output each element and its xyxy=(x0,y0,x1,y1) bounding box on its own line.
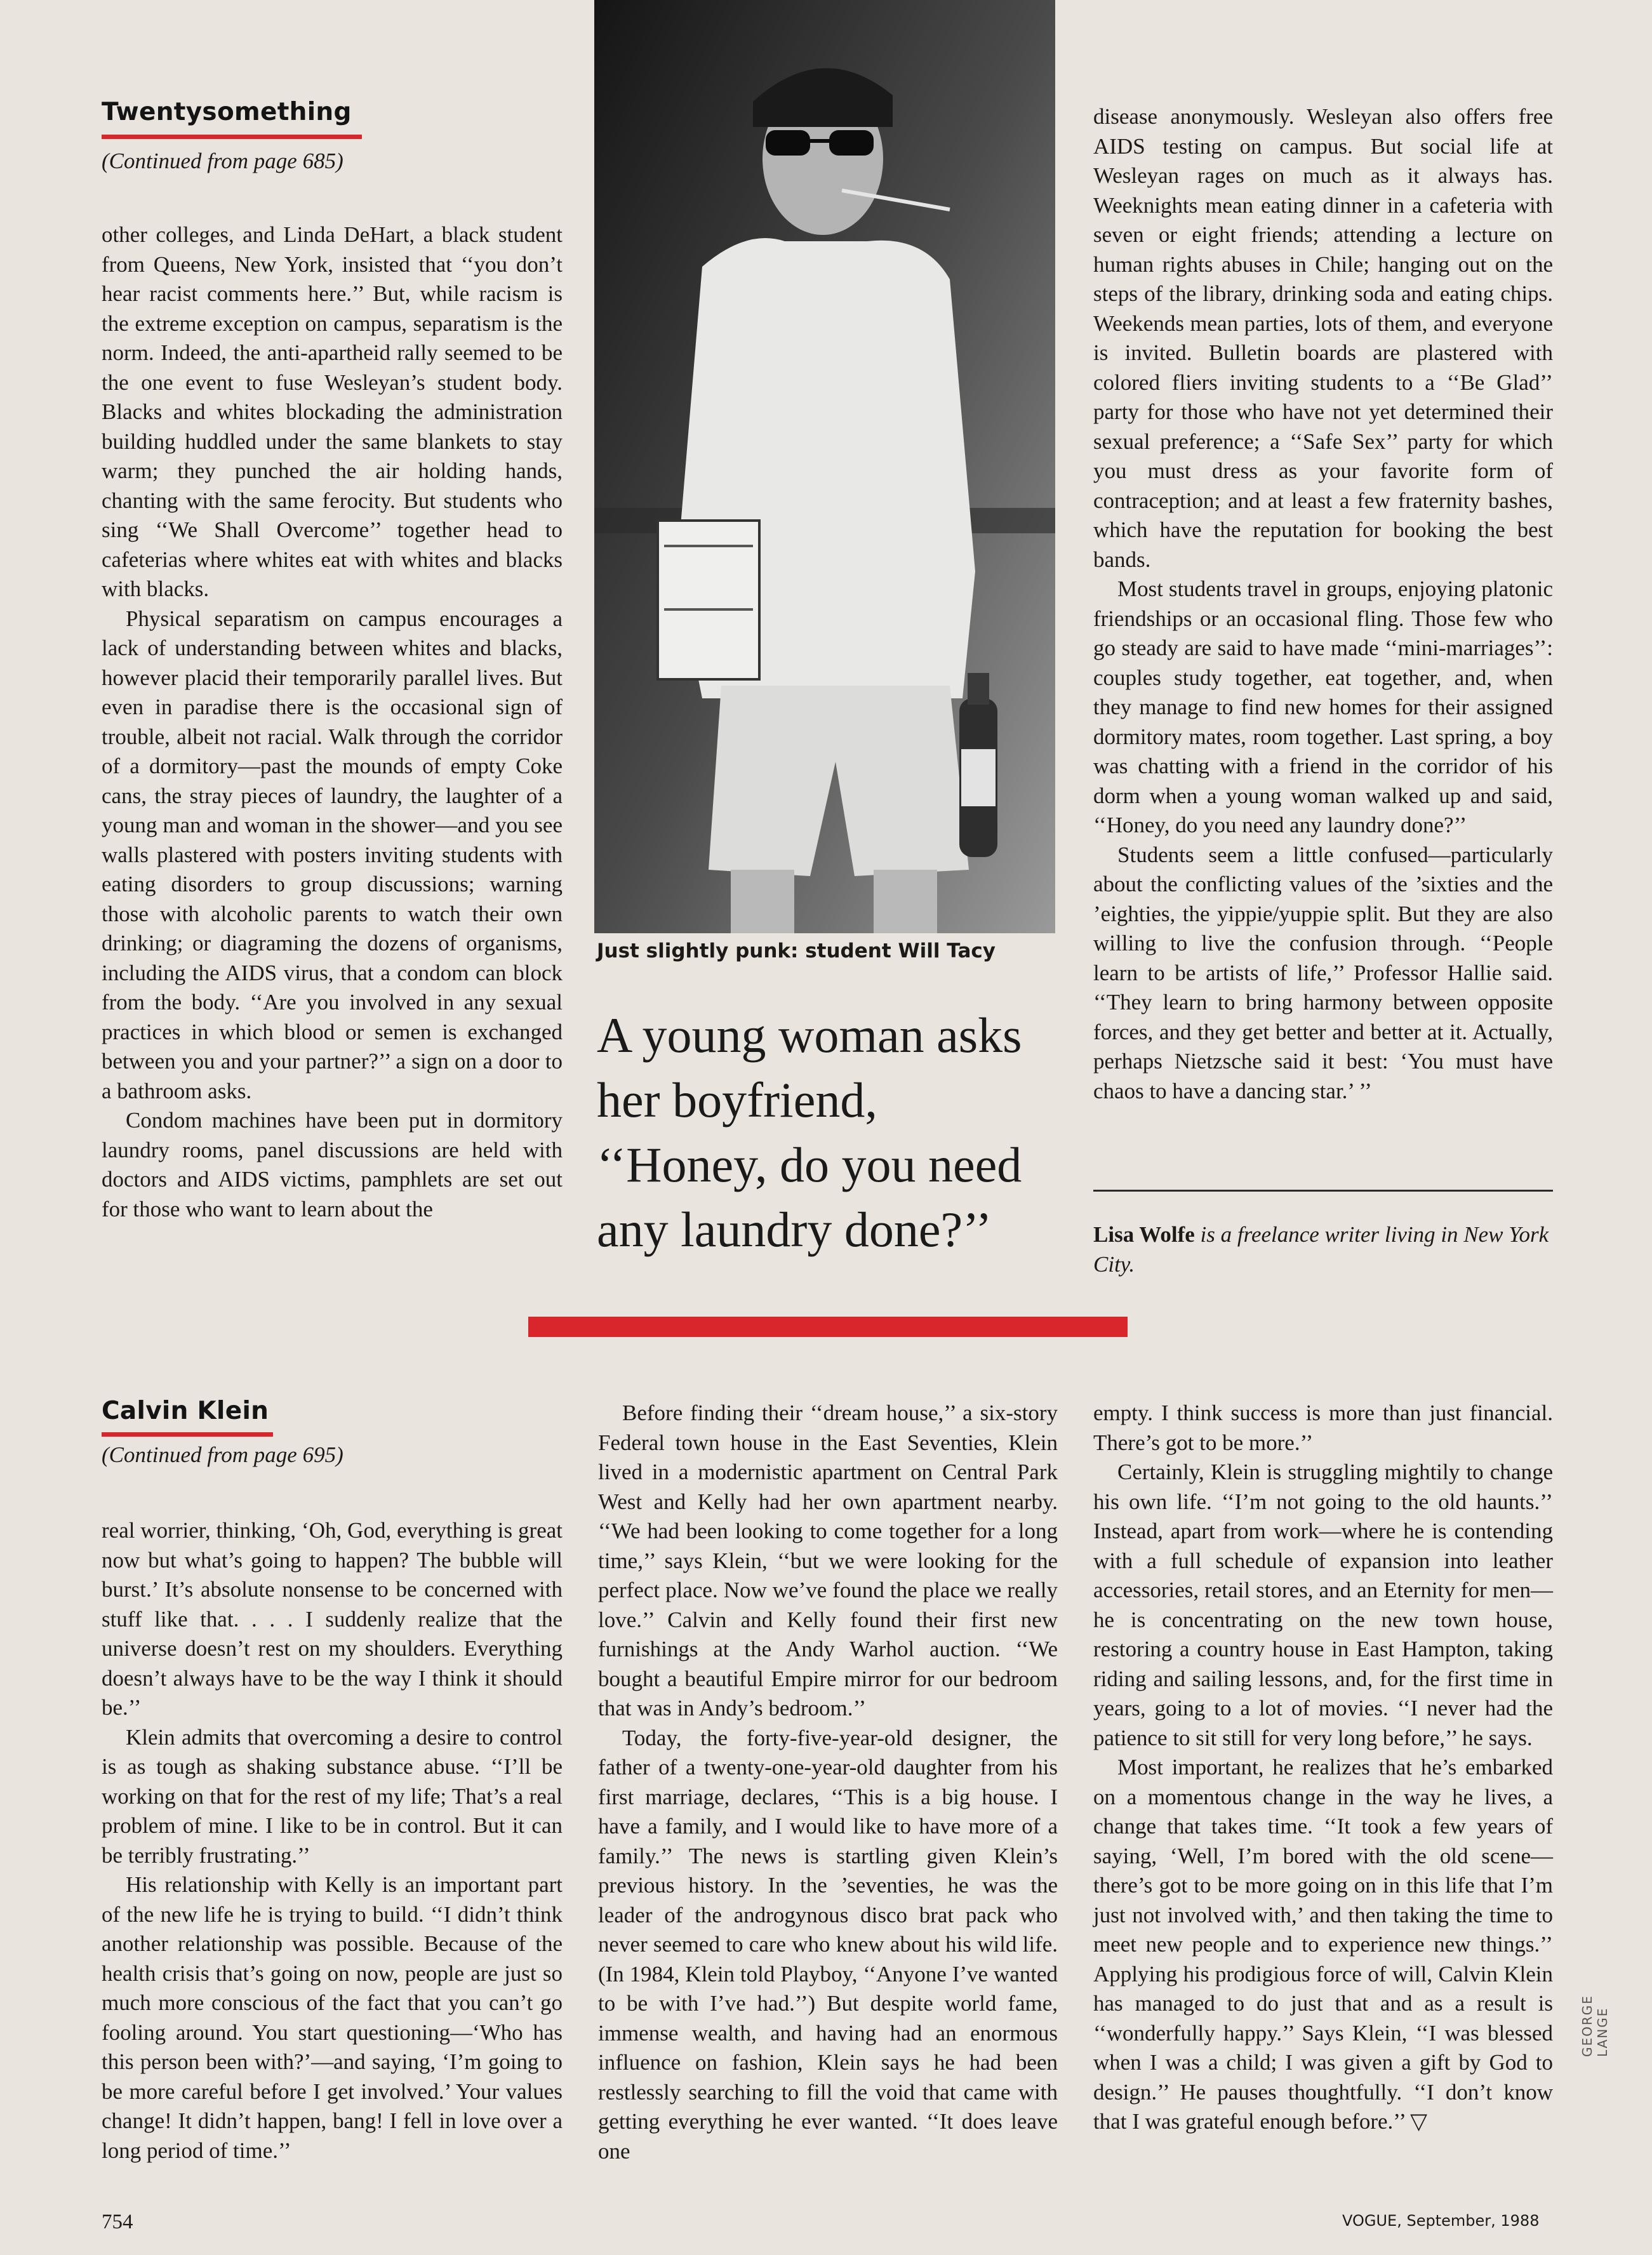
heading-rule xyxy=(102,135,362,139)
paragraph: His relationship with Kelly is an important part of the new life he is trying to build. ‘‘I didn’t think another relationship was possible. Because of the health crisis that’s going on now, people are just so much more conscious of the fact that you can’t go fooling around. You start questioning—‘Who has this person been with?’—and saying, ‘I’m going to be more careful before I get involved.’ Your values change! It didn’t happen, bang! I fell in love over a long period of time.’’ xyxy=(102,1872,563,2163)
paragraph: real worrier, thinking, ‘Oh, God, everything is great now but what’s going to happen? The bubble will burst.’ It’s absolute nonsense to be concerned with stuff like that. . . . I suddenly realize that the universe doesn’t rest on my shoulders. Everything doesn’t always have to be the way I think it should be.’’ xyxy=(102,1518,563,1720)
paragraph: Students seem a little confused—particularly about the conflicting values of the ’sixties and the ’eighties, the yippie/yuppie split. But they are also willing to live the confusion through. ‘‘People learn to be artists of life,’’ Professor Hallie said. ‘‘They learn to bring harmony between opposite forces, and they get better and better at it. Actually, perhaps Nietzsche said it best: ‘You must have chaos to have a dancing star.’ ’’ xyxy=(1093,842,1553,1103)
author-bio-text: is a freelance writer living in New York City. xyxy=(1093,1222,1549,1277)
signature-rule xyxy=(1093,1190,1553,1192)
pull-quote: A young woman asks her boyfriend, ‘‘Honey, do you need any laundry done?’’ xyxy=(597,1008,1022,1257)
photo-caption: Just slightly punk: student Will Tacy xyxy=(597,940,996,962)
article-heading: Calvin Klein xyxy=(102,1397,269,1425)
article2-column-2 xyxy=(598,1399,1058,2166)
article1-column-3 xyxy=(1093,102,1553,1106)
continued-note: (Continued from page 695) xyxy=(102,1442,343,1467)
section-divider xyxy=(528,1317,1128,1337)
article1-column-1 xyxy=(102,220,563,1224)
paragraph: Klein admits that overcoming a desire to control is as tough as shaking substance abuse. ‘‘I’ll be working on that for the rest of my life; That’s a real problem of mine. I like to be in control. But it can be terribly frustrating.’’ xyxy=(102,1724,563,1868)
heading-rule xyxy=(102,1432,273,1437)
paragraph: Today, the forty-five-year-old designer, the father of a twenty-one-year-old daughter from his first marriage, declares, ‘‘This is a big house. I have a family, and I would like to have more of a family.’’ The news is startling given Klein’s previous history. In the ’seventies, he was the leader of the androgynous disco brat pack who never seemed to care who knew about his wild life. (In 1984, Klein told Playboy, ‘‘Anyone I’ve wanted to be with I’ve had.’’) But despite world fame, immense wealth, and having had an enormous influence on fashion, Klein says he had been restlessly searching to fill the void that came with getting everything he ever wanted. ‘‘It does leave one xyxy=(598,1725,1058,2164)
continued-note: (Continued from page 685) xyxy=(102,149,343,173)
issue-line: VOGUE, September, 1988 xyxy=(1342,2212,1540,2230)
paragraph: disease anonymously. Wesleyan also offers free AIDS testing on campus. But social life at Wesleyan rages on much as it always has. Weeknights mean eating dinner in a cafeteria with seven or eight friends; attending a lecture on human rights abuses in Chile; hanging out on the steps of the library, drinking soda and eating chips. Weekends mean parties, lots of them, and everyone is invited. Bulletin boards are plastered with colored fliers inviting students to a ‘‘Be Glad’’ party for those who have not yet determined their sexual preference; a ‘‘Safe Sex’’ party for which you must dress as your favorite form of contraception; and at least a few fraternity bashes, which have the reputation for booking the best bands. xyxy=(1093,104,1553,572)
paragraph: Certainly, Klein is struggling mightily to change his own life. ‘‘I’m not going to the old haunts.’’ Instead, apart from work—where he is contending with a full schedule of expansion into leather accessories, retail stores, and an Eternity for men—he is concentrating on the new town house, restoring a country house in East Hampton, taking riding and sailing lessons, and, for the first time in years, going to a lot of movies. ‘‘I never had the patience to sit still for very long before,’’ he says. xyxy=(1093,1460,1553,1750)
article-heading: Twentysomething xyxy=(102,98,352,126)
author-bio xyxy=(1093,1220,1553,1279)
paragraph: Condom machines have been put in dormitory laundry rooms, panel discussions are held with doctors and AIDS victims, pamphlets are set out for those who want to learn about the xyxy=(102,1108,563,1221)
paragraph: empty. I think success is more than just financial. There’s got to be more.’’ xyxy=(1093,1400,1553,1455)
paragraph: Before finding their ‘‘dream house,’’ a six-story Federal town house in the East Seventies, Klein lived in a modernistic apartment on Central Park West and Kelly had her own apartment nearby. ‘‘We had been looking to come together for a long time,’’ says Klein, ‘‘but we were looking for the perfect place. Now we’ve found the place we really love.’’ Calvin and Kelly found their first new furnishings at the Andy Warhol auction. ‘‘We bought a beautiful Empire mirror for our bedroom that was in Andy’s bedroom.’’ xyxy=(598,1400,1058,1720)
student-photo xyxy=(594,0,1055,933)
photo-credit: GEORGE LANGE xyxy=(1580,1995,1610,2057)
paragraph: other colleges, and Linda DeHart, a black student from Queens, New York, insisted that ‘‘you don’t hear racist comments here.’’ But, while racism is the extreme exception on campus, separatism is the norm. Indeed, the anti-apartheid rally seemed to be the one event to fuse Wesleyan’s student body. Blacks and whites blockading the administration building huddled under the same blankets to stay warm; they punched the air holding hands, chanting with the same ferocity. But students who sing ‘‘We Shall Overcome’’ together head to cafeterias where whites eat with whites and blacks with blacks. xyxy=(102,222,563,601)
paragraph: Most important, he realizes that he’s embarked on a momentous change in the way he lives, a change that takes time. ‘‘It took a few years of saying, ‘Well, I’m bored with the old scene—there’s got to be more going on in this life that I’m just not involved with,’ and then taking the time to meet new people and to experience new things.’’ Applying his prodigious force of will, Calvin Klein has managed to do just that and as a result is ‘‘wonderfully happy.’’ Says Klein, ‘‘I was blessed when I was a child; I was given a gift by God to design.’’ He pauses thoughtfully. ‘‘I don’t know that I was grateful enough before.’’ ▽ xyxy=(1093,1755,1553,2134)
paragraph: Most students travel in groups, enjoying platonic friendships or an occasional fling. Those few who go steady are said to have made ‘‘mini-marriages’’: couples study together, eat together, and, when they manage to find new homes for their assigned dormitory mates, room together. Last spring, a boy was chatting with a friend in the corridor of his dorm when a young woman walked up and said, ‘‘Honey, do you need any laundry done?’’ xyxy=(1093,576,1553,837)
page-number: 754 xyxy=(102,2211,133,2233)
paragraph: Physical separatism on campus encourages a lack of understanding between whites and blacks, however placid their temporarily parallel lives. But even in paradise there is the occasional sign of trouble, albeit not racial. Walk through the corridor of a dormitory—past the mounds of empty Coke cans, the stray pieces of laundry, the laughter of a young man and woman in the shower—and you see walls plastered with posters inviting students with eating disorders to group discussions; warning those with alcoholic parents to watch their own drinking; or diagraming the dozens of organisms, including the AIDS virus, that a condom can block from the body. ‘‘Are you involved in any sexual practices in which blood or semen is exchanged between you and your partner?’’ a sign on a door to a bathroom asks. xyxy=(102,606,563,1103)
student-photo-illustration xyxy=(594,0,1055,933)
article2-column-3 xyxy=(1093,1399,1553,2137)
article2-column-1 xyxy=(102,1516,563,2165)
author-name: Lisa Wolfe xyxy=(1093,1222,1195,1247)
